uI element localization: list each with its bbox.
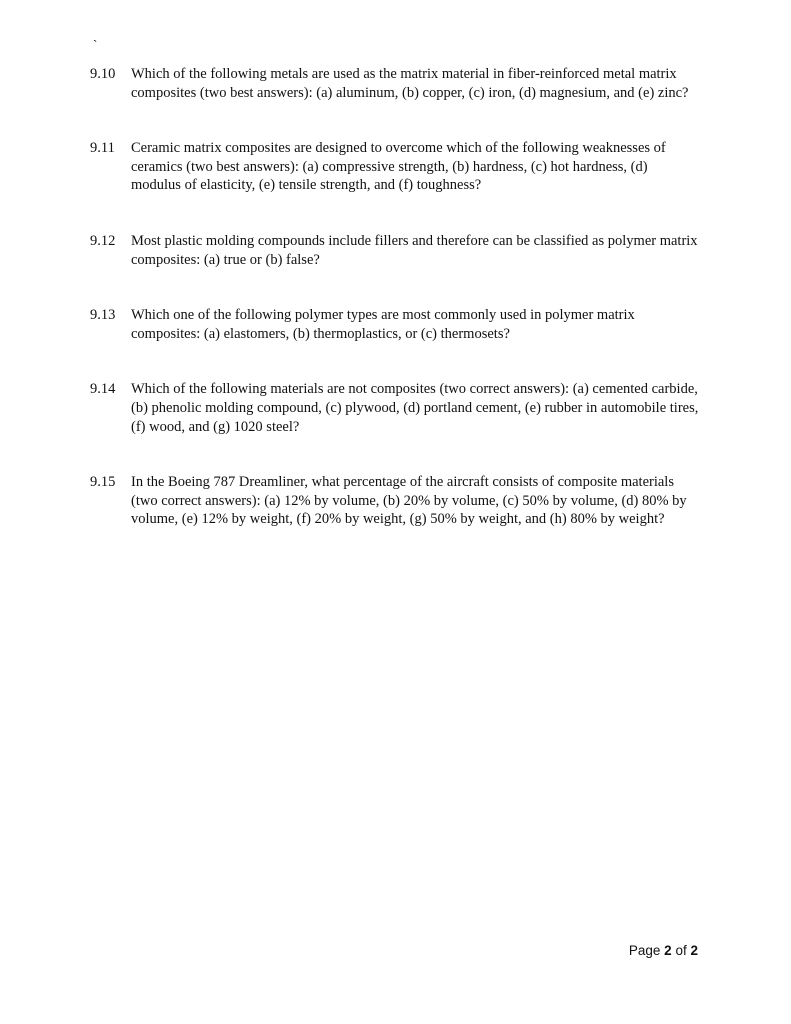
question-number: 9.15 (90, 474, 116, 491)
question-text: Most plastic molding compounds include fillers and therefore can be classified as polymer matrix composites: (a) true or (b) false? (131, 232, 698, 268)
question-number: 9.12 (90, 232, 116, 249)
page-number-footer (629, 943, 698, 959)
question-text: In the Boeing 787 Dreamliner, what percentage of the aircraft consists of composite materials (two correct answers): (a) 12% by volume, (b) 20% by volume, (c) 50% by volume, (d) 80% by volume, (e) 12% by weight, (f) 20% by weight, (g) 50% by weight, and (h) 80% by weight? (131, 474, 687, 528)
question-9-12 (90, 232, 700, 269)
question-9-14 (90, 380, 700, 436)
question-9-11 (90, 139, 700, 195)
question-list (90, 65, 700, 566)
current-page-number: 2 (664, 943, 672, 958)
question-text: Which one of the following polymer types are most commonly used in polymer matrix composites: (a) elastomers, (b) thermoplastics, or (c) thermosets? (131, 307, 635, 342)
total-pages-number: 2 (690, 943, 698, 958)
question-9-13 (90, 306, 700, 343)
question-text: Which of the following metals are used as the matrix material in fiber-reinforced metal matrix composites (two best answers): (a) aluminum, (b) copper, (c) iron, (d) magnesium, and (e) zinc? (131, 66, 689, 101)
question-9-10 (90, 65, 700, 102)
question-text: Ceramic matrix composites are designed to overcome which of the following weaknesses of ceramics (two best answers): (a) compressive strength, (b) hardness, (c) hot hardness, (d) modulus of elasticity, (e) tensile strength, and (f) toughness? (131, 140, 666, 194)
question-number: 9.13 (90, 307, 116, 324)
question-number: 9.14 (90, 381, 116, 398)
question-number: 9.11 (90, 140, 115, 157)
question-number: 9.10 (90, 66, 116, 82)
stray-mark: ` (93, 37, 98, 52)
page-label: Page (628, 943, 661, 958)
question-9-15 (90, 473, 700, 529)
of-label: of (675, 943, 687, 958)
question-text: Which of the following materials are not composites (two correct answers): (a) cemented carbide, (b) phenolic molding compound, (c) plywood, (d) portland cement, (e) rubber in automobile tires, (f) wood, and (g) 1020 steel? (131, 381, 699, 435)
